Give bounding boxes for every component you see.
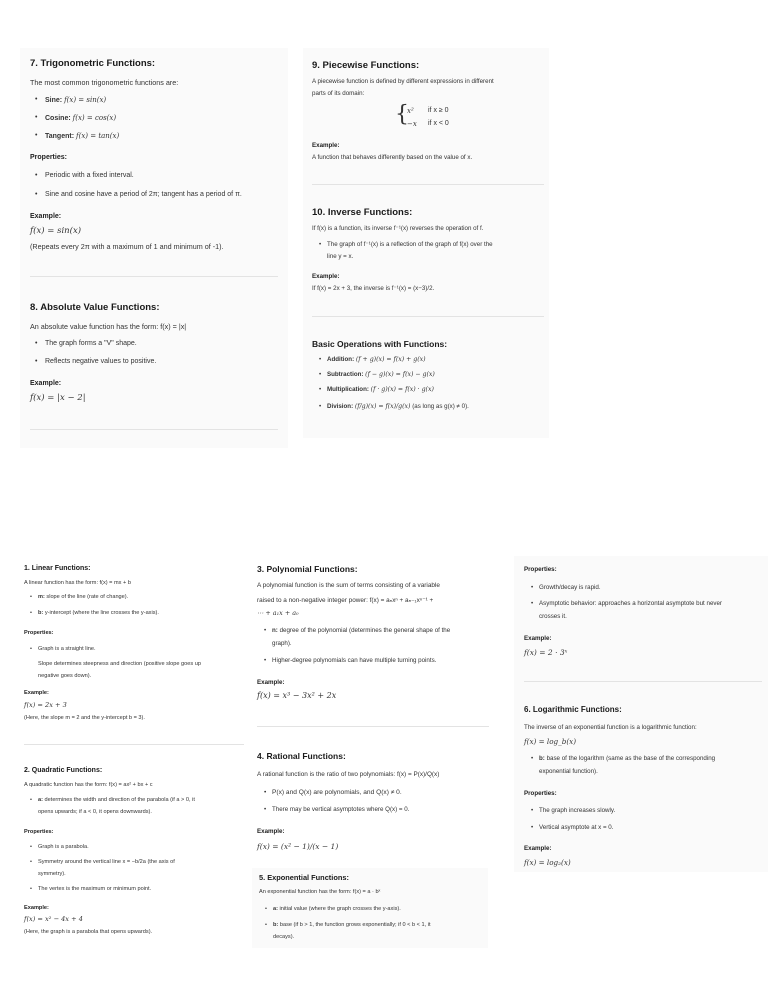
ops-multiplication: • Multiplication: (f · g)(x) = f(x) · g(x)	[327, 386, 434, 393]
polynomial-title: 3. Polynomial Functions:	[257, 564, 358, 574]
piecewise-title: 9. Piecewise Functions:	[312, 60, 420, 71]
polynomial-item-n: • n: degree of the polynomial (determines the general shape of the	[272, 627, 450, 634]
inverse-item-2: line y = x.	[327, 253, 354, 260]
quadratic-properties-label: Properties:	[24, 829, 54, 835]
polynomial-intro-3: ⋯ + a₁x + a₀	[257, 609, 299, 617]
exponential-item-a: • a: initial value (where the graph crosses the y-axis).	[273, 906, 401, 912]
divider	[312, 184, 544, 185]
exponential-intro: An exponential function has the form: f(x) = a · bˣ	[259, 889, 381, 895]
log-properties-label: Properties:	[524, 790, 557, 797]
piecewise-brace: {	[395, 102, 409, 127]
log-intro: The inverse of an exponential function is a logarithmic function:	[524, 724, 697, 731]
rational-example-label: Example:	[257, 828, 285, 835]
log-property-2: • Vertical asymptote at x = 0.	[539, 824, 613, 831]
log-property-1: • The graph increases slowly.	[539, 807, 615, 814]
trig-properties-label: Properties:	[30, 154, 67, 161]
exponential-item-b: • b: base (if b > 1, the function grows exponentially; if 0 < b < 1, it	[273, 922, 431, 928]
piecewise-example-text: A function that behaves differently based on the value of x.	[312, 154, 473, 161]
exp-property-1: • Growth/decay is rapid.	[539, 584, 601, 591]
inverse-intro: If f(x) is a function, its inverse f⁻¹(x) reverses the operation of f.	[312, 225, 484, 232]
trig-example-math: f(x) = sin(x)	[30, 226, 82, 236]
linear-item-b: • b: y-intercept (where the line crosses the y-axis).	[38, 610, 159, 616]
exp-property-2-cont: crosses it.	[539, 613, 567, 620]
abs-item-1: • The graph forms a "V" shape.	[45, 340, 137, 347]
log-example-label: Example:	[524, 845, 552, 852]
quadratic-item-a-cont: opens upwards; if a < 0, it opens downwards).	[38, 809, 152, 815]
rational-item-2: • There may be vertical asymptotes where Q(x) = 0.	[272, 806, 409, 813]
linear-property-2: • Slope determines steepness and direction (positive slope goes up	[38, 661, 252, 667]
piecewise-case-2-expr: −x	[407, 120, 417, 128]
inverse-example-label: Example:	[312, 273, 340, 280]
divider	[312, 316, 544, 317]
exp-example-label: Example:	[524, 635, 552, 642]
quadratic-title: 2. Quadratic Functions:	[24, 767, 103, 774]
trig-property-2: • Sine and cosine have a period of 2π; tangent has a period of π.	[45, 191, 242, 198]
linear-example-label: Example:	[24, 690, 49, 696]
trig-sine: • Sine: f(x) = sin(x)	[45, 96, 106, 104]
piecewise-case-2-cond: if x < 0	[428, 120, 449, 127]
trig-title: 7. Trigonometric Functions:	[30, 58, 156, 69]
linear-item-m: • m: slope of the line (rate of change).	[38, 594, 128, 600]
trig-property-1: • Periodic with a fixed interval.	[45, 172, 134, 179]
piecewise-example-label: Example:	[312, 142, 340, 149]
inverse-example-text: If f(x) = 2x + 3, the inverse is f⁻¹(x) = (x−3)/2.	[312, 285, 435, 292]
linear-example-math: f(x) = 2x + 3	[24, 701, 67, 709]
exp-property-2: • Asymptotic behavior: approaches a horizontal asymptote but never	[539, 600, 722, 607]
abs-intro: An absolute value function has the form: f(x) = |x|	[30, 322, 187, 331]
ops-addition: • Addition: (f + g)(x) = f(x) + g(x)	[327, 356, 426, 363]
linear-property-1: • Graph is a straight line.	[38, 646, 96, 652]
rational-example-math: f(x) = (x² − 1)/(x − 1)	[257, 842, 339, 851]
polynomial-intro-2: raised to a non-negative integer power: f(x) = aₙxⁿ + aₙ₋₁xⁿ⁻¹ +	[257, 597, 434, 604]
quadratic-property-2: • Symmetry around the vertical line x = −b/2a (the axis of	[38, 859, 175, 865]
abs-title: 8. Absolute Value Functions:	[30, 302, 160, 313]
piecewise-case-1-expr: x²	[407, 107, 414, 115]
polynomial-intro-1: A polynomial function is the sum of terms consisting of a variable	[257, 582, 440, 589]
exp-example-math: f(x) = 2 · 3ˣ	[524, 648, 568, 657]
linear-intro: A linear function has the form: f(x) = mx + b	[24, 580, 131, 586]
divider	[30, 429, 278, 430]
exponential-item-b-cont: decays).	[273, 934, 295, 940]
quadratic-property-3: • The vertex is the maximum or minimum point.	[38, 886, 151, 892]
inverse-item-1: • The graph of f⁻¹(x) is a reflection of the graph of f(x) over the	[327, 241, 493, 248]
abs-example-math: f(x) = |x − 2|	[30, 393, 86, 403]
abs-example-label: Example:	[30, 380, 62, 387]
log-intro-math: f(x) = log_b(x)	[524, 737, 576, 746]
piecewise-intro-1: A piecewise function is defined by different expressions in different	[312, 78, 494, 85]
trig-example-label: Example:	[30, 213, 62, 220]
log-title: 6. Logarithmic Functions:	[524, 705, 622, 714]
exp-properties-label: Properties:	[524, 566, 557, 573]
linear-property-2-cont: negative goes down).	[38, 673, 92, 679]
inverse-title: 10. Inverse Functions:	[312, 207, 413, 218]
trig-example-note: (Repeats every 2π with a maximum of 1 and minimum of -1).	[30, 242, 224, 251]
ops-division: • Division: (f/g)(x) = f(x)/g(x) (as long as g(x) ≠ 0).	[327, 403, 469, 410]
exponential-title: 5. Exponential Functions:	[259, 873, 349, 882]
ops-subtraction: • Subtraction: (f − g)(x) = f(x) − g(x)	[327, 371, 435, 378]
polynomial-example-math: f(x) = x³ − 3x² + 2x	[257, 691, 337, 700]
linear-properties-label: Properties:	[24, 630, 54, 636]
polynomial-item-n-cont: graph).	[272, 640, 292, 647]
log-example-math: f(x) = log₂(x)	[524, 858, 571, 867]
quadratic-item-a: • a: determines the width and direction of the parabola (if a > 0, it	[38, 797, 195, 803]
quadratic-example-note: (Here, the graph is a parabola that opens upwards).	[24, 929, 153, 935]
polynomial-example-label: Example:	[257, 679, 285, 686]
divider	[30, 276, 278, 277]
rational-intro: A rational function is the ratio of two polynomials: f(x) = P(x)/Q(x)	[257, 771, 440, 778]
quadratic-property-2-cont: symmetry).	[38, 871, 66, 877]
rational-title: 4. Rational Functions:	[257, 751, 346, 761]
piecewise-intro-2: parts of its domain:	[312, 90, 365, 97]
log-item-b: • b: base of the logarithm (same as the base of the corresponding	[539, 755, 715, 762]
polynomial-item-turning: • Higher-degree polynomials can have multiple turning points.	[272, 657, 436, 664]
trig-cosine: • Cosine: f(x) = cos(x)	[45, 114, 116, 122]
piecewise-case-1-cond: if x ≥ 0	[428, 107, 449, 114]
rational-item-1: • P(x) and Q(x) are polynomials, and Q(x) ≠ 0.	[272, 789, 402, 796]
log-item-b-cont: exponential function).	[539, 768, 598, 775]
quadratic-example-math: f(x) = x² − 4x + 4	[24, 915, 83, 923]
abs-item-2: • Reflects negative values to positive.	[45, 358, 156, 365]
quadratic-property-1: • Graph is a parabola.	[38, 844, 89, 850]
divider	[24, 744, 244, 745]
linear-example-note: (Here, the slope m = 2 and the y-intercept b = 3).	[24, 715, 145, 721]
quadratic-intro: A quadratic function has the form: f(x) = ax² + bx + c	[24, 782, 153, 788]
linear-title: 1. Linear Functions:	[24, 565, 91, 572]
trig-tangent: • Tangent: f(x) = tan(x)	[45, 132, 119, 140]
divider	[524, 681, 762, 682]
trig-intro: The most common trigonometric functions are:	[30, 78, 179, 87]
divider	[257, 726, 489, 727]
ops-title: Basic Operations with Functions:	[312, 339, 448, 349]
quadratic-example-label: Example:	[24, 905, 49, 911]
